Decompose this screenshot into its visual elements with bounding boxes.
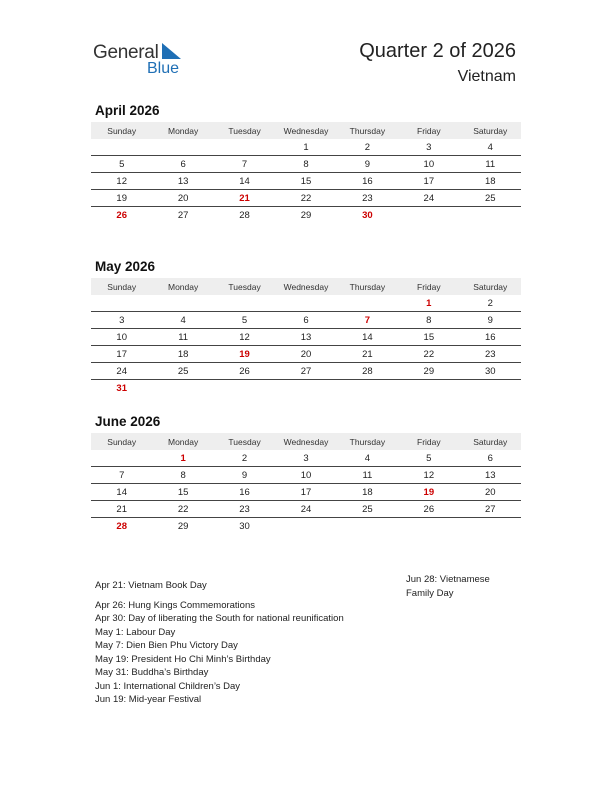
day-cell: 20 [152,190,213,207]
weekday-header: Friday [398,122,459,139]
day-cell: 25 [337,501,398,518]
day-cell: 14 [214,173,275,190]
holiday-day-cell: 28 [116,520,127,532]
day-cell [275,295,336,312]
week-row [91,295,521,312]
day-cell: 7 [214,156,275,173]
week-row [91,156,521,173]
day-cell [152,295,213,312]
day-cell: 22 [398,346,459,363]
holiday-entry: Apr 21: Vietnam Book Day [95,580,207,591]
day-cell: 24 [275,501,336,518]
day-cell: 15 [152,484,213,501]
day-cell: 5 [214,312,275,329]
weekday-header-row [91,433,521,450]
calendar-grid [91,433,521,534]
page-title: Quarter 2 of 2026 [359,40,516,62]
day-cell: 12 [398,467,459,484]
week-row [91,329,521,346]
day-cell: 26 [214,363,275,380]
day-cell: 17 [275,484,336,501]
week-row [91,173,521,190]
month-calendar-may [91,259,521,396]
day-cell: 10 [398,156,459,173]
week-row [91,484,521,501]
weekday-header: Wednesday [275,122,336,139]
holiday-entry: Jun 1: International Children’s Day [95,680,241,692]
weekday-header-row [91,122,521,139]
day-cell: 18 [152,346,213,363]
day-cell: 16 [337,173,398,190]
week-row [91,363,521,380]
day-cell: 30 [239,520,250,532]
day-cell: 20 [275,346,336,363]
day-cell: 27 [275,363,336,380]
holiday-day-cell: 26 [116,209,127,221]
week-row [91,380,521,397]
day-cell: 8 [398,312,459,329]
holiday-day-cell: 30 [362,209,373,221]
day-cell: 17 [398,173,459,190]
weekday-header: Sunday [91,122,152,139]
holiday-entry: May 1: Labour Day [95,626,176,638]
holiday-day-cell: 19 [214,346,275,363]
weekday-header: Wednesday [275,433,336,450]
day-cell: 26 [398,501,459,518]
holiday-list [95,579,344,707]
day-cell: 23 [460,346,521,363]
day-cell: 8 [152,467,213,484]
day-cell: 18 [460,173,521,190]
holiday-day-cell: 1 [152,450,213,467]
weekday-header: Sunday [91,278,152,295]
day-cell: 14 [337,329,398,346]
day-cell [152,380,213,397]
weekday-header: Tuesday [214,433,275,450]
day-cell: 9 [460,312,521,329]
week-row [91,501,521,518]
weekday-header: Saturday [460,122,521,139]
day-cell: 30 [460,363,521,380]
logo-general-text: General [93,42,159,63]
day-cell: 6 [275,312,336,329]
month-title: June 2026 [95,414,161,429]
day-cell: 17 [91,346,152,363]
day-cell: 25 [460,190,521,207]
month-title: April 2026 [95,103,160,118]
holiday-day-cell: 31 [116,382,127,394]
day-cell: 3 [398,139,459,156]
day-cell: 22 [152,501,213,518]
day-cell [275,518,336,535]
day-cell: 23 [214,501,275,518]
day-cell: 6 [460,450,521,467]
day-cell: 28 [337,363,398,380]
day-cell: 19 [91,190,152,207]
weekday-header: Thursday [337,278,398,295]
day-cell: 9 [337,156,398,173]
day-cell: 16 [460,329,521,346]
weekday-header: Saturday [460,433,521,450]
day-cell [460,207,521,224]
day-cell: 29 [177,520,189,532]
day-cell [275,380,336,397]
day-cell [398,207,459,224]
weekday-header: Monday [152,278,213,295]
day-cell: 20 [460,484,521,501]
day-cell: 23 [337,190,398,207]
day-cell: 11 [337,467,398,484]
day-cell: 5 [398,450,459,467]
weekday-header: Saturday [460,278,521,295]
day-cell: 12 [214,329,275,346]
day-cell [337,518,398,535]
weekday-header: Monday [152,122,213,139]
week-row [91,346,521,363]
holiday-day-cell: 1 [398,295,459,312]
day-cell: 24 [398,190,459,207]
weekday-header-row [91,278,521,295]
day-cell: 13 [152,173,213,190]
day-cell: 25 [152,363,213,380]
day-cell: 8 [275,156,336,173]
day-cell: 13 [275,329,336,346]
day-cell: 3 [275,450,336,467]
holiday-day-cell: 7 [337,312,398,329]
weekday-header: Wednesday [275,278,336,295]
weekday-header: Tuesday [214,122,275,139]
day-cell: 28 [239,209,250,221]
day-cell: 16 [214,484,275,501]
day-cell: 10 [91,329,152,346]
holiday-entry: May 19: President Ho Chi Minh’s Birthday [95,653,271,665]
day-cell: 2 [214,450,275,467]
holiday-list-secondary [406,573,506,600]
day-cell: 29 [398,363,459,380]
day-cell: 15 [398,329,459,346]
week-row [91,518,521,535]
holiday-entry: Jun 19: Mid-year Festival [95,694,202,705]
day-cell: 15 [275,173,336,190]
week-row [91,207,521,224]
day-cell: 1 [275,139,336,156]
day-cell: 21 [91,501,152,518]
day-cell [337,380,398,397]
day-cell: 29 [300,209,312,221]
day-cell [214,295,275,312]
day-cell [398,518,459,535]
weekday-header: Thursday [337,122,398,139]
day-cell [214,380,275,397]
day-cell [214,139,275,156]
day-cell: 11 [152,329,213,346]
day-cell [398,380,459,397]
day-cell [460,518,521,535]
day-cell [91,295,152,312]
day-cell: 14 [91,484,152,501]
day-cell [337,295,398,312]
day-cell [460,380,521,397]
day-cell: 7 [91,467,152,484]
day-cell: 13 [460,467,521,484]
weekday-header: Thursday [337,433,398,450]
day-cell [152,139,213,156]
day-cell: 18 [337,484,398,501]
holiday-day-cell: 19 [398,484,459,501]
weekday-header: Tuesday [214,278,275,295]
day-cell: 3 [91,312,152,329]
day-cell [91,450,152,467]
day-cell: 6 [152,156,213,173]
day-cell: 12 [91,173,152,190]
day-cell: 4 [152,312,213,329]
day-cell: 22 [275,190,336,207]
holiday-entry: Jun 28: Vietnamese Family Day [406,574,490,599]
week-row [91,139,521,156]
logo-triangle-icon [162,43,181,59]
logo-blue-text: Blue [147,60,180,77]
day-cell: 9 [214,467,275,484]
day-cell: 4 [460,139,521,156]
holiday-entry: Apr 30: Day of liberating the South for national reunification [95,613,344,624]
day-cell: 27 [177,209,189,221]
day-cell: 11 [460,156,521,173]
weekday-header: Monday [152,433,213,450]
weekday-header: Friday [398,278,459,295]
weekday-header: Friday [398,433,459,450]
day-cell [91,139,152,156]
weekday-header: Sunday [91,433,152,450]
brand-logo [93,40,193,80]
day-cell: 27 [460,501,521,518]
day-cell: 2 [337,139,398,156]
holiday-entry: May 7: Dien Bien Phu Victory Day [95,640,238,651]
calendar-grid [91,278,521,396]
month-title: May 2026 [95,259,156,274]
day-cell: 10 [275,467,336,484]
holiday-entry: Apr 26: Hung Kings Commemorations [95,599,255,611]
month-calendar-june [91,414,521,534]
week-row [91,190,521,207]
week-row [91,450,521,467]
day-cell: 2 [460,295,521,312]
country-name: Vietnam [457,68,516,85]
holiday-entry: May 31: Buddha’s Birthday [95,667,209,678]
day-cell: 5 [91,156,152,173]
holiday-day-cell: 21 [214,190,275,207]
month-calendar-april [91,103,521,223]
week-row [91,312,521,329]
week-row [91,467,521,484]
calendar-grid [91,122,521,223]
day-cell: 4 [337,450,398,467]
day-cell: 24 [91,363,152,380]
day-cell: 21 [337,346,398,363]
